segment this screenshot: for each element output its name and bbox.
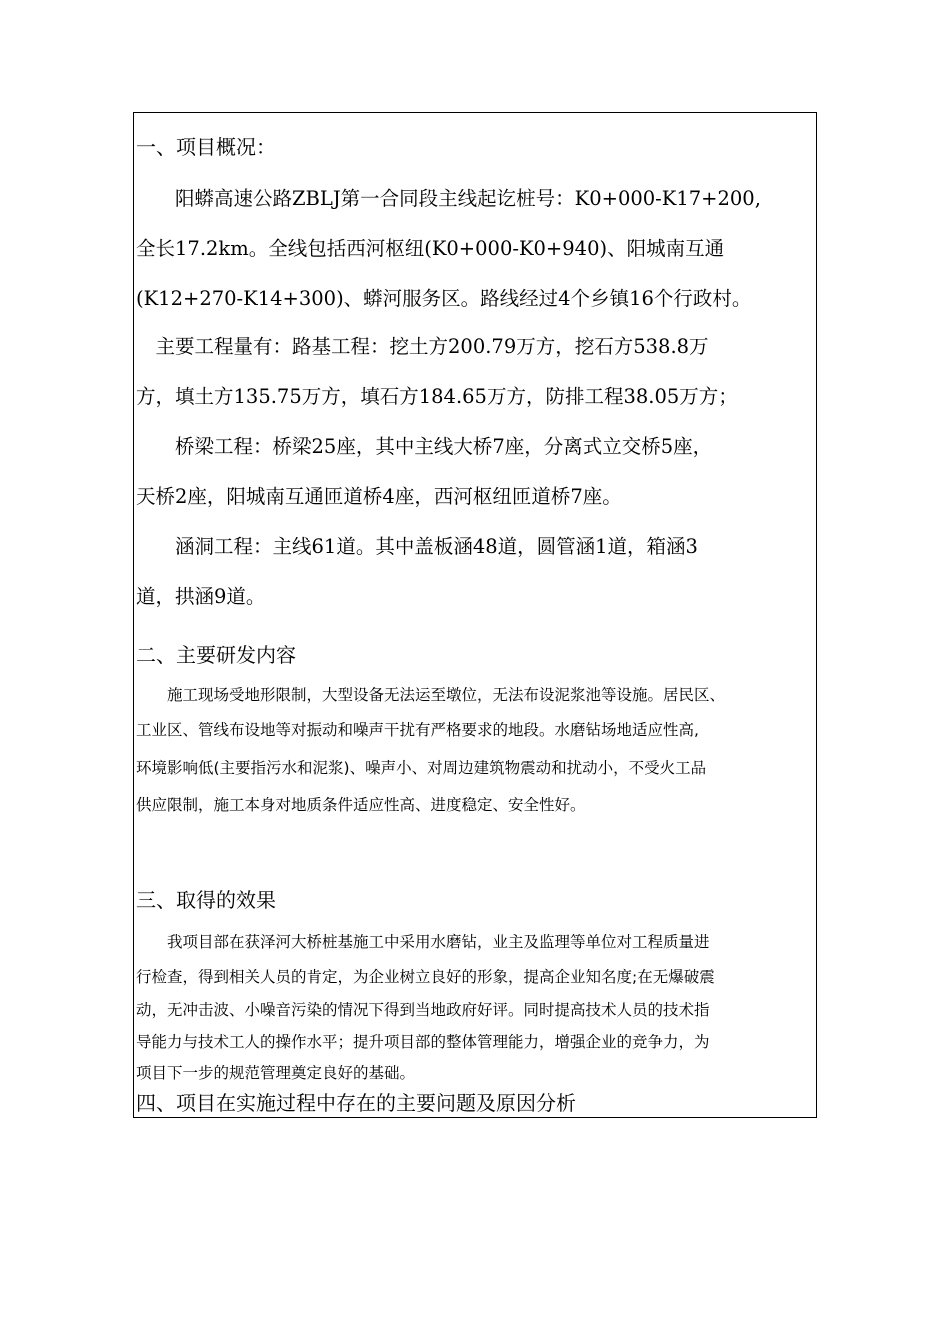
section1-line: 涵洞工程：主线61道。其中盖板涵48道，圆管涵1道，箱涵3 <box>136 535 698 558</box>
section2-line: 供应限制，施工本身对地质条件适应性高、进度稳定、安全性好。 <box>136 796 586 814</box>
document-table-cell <box>133 112 817 1118</box>
section2-heading: 二、主要研发内容 <box>136 643 296 667</box>
section1-heading: 一、项目概况： <box>136 135 276 159</box>
section1-line: 天桥2座，阳城南互通匝道桥4座，西河枢纽匝道桥7座。 <box>136 485 622 508</box>
section4-heading: 四、项目在实施过程中存在的主要问题及原因分析 <box>136 1091 576 1115</box>
section3-heading: 三、取得的效果 <box>136 888 276 912</box>
section2-line: 工业区、管线布设地等对振动和噪声干扰有严格要求的地段。水磨钻场地适应性高, <box>136 721 699 739</box>
section3-line: 行检查，得到相关人员的肯定，为企业树立良好的形象，提高企业知名度;在无爆破震 <box>136 968 715 986</box>
section3-line: 项目下一步的规范管理奠定良好的基础。 <box>136 1064 416 1082</box>
section3-line: 动，无冲击波、小噪音污染的情况下得到当地政府好评。同时提高技术人员的技术指 <box>136 1001 710 1019</box>
section1-line: 阳蟒高速公路ZBLJ第一合同段主线起讫桩号：K0+000-K17+200, <box>136 187 761 210</box>
section1-line: 方，填土方135.75万方，填石方184.65万方，防排工程38.05万方； <box>136 385 738 408</box>
section2-line: 施工现场受地形限制，大型设备无法运至墩位，无法布设泥浆池等设施。居民区、 <box>136 686 726 704</box>
section1-line: 桥梁工程：桥梁25座，其中主线大桥7座，分离式立交桥5座， <box>136 435 713 458</box>
section1-line: 道，拱涵9道。 <box>136 585 266 608</box>
section1-line: 全长17.2km。全线包括西河枢纽(K0+000-K0+940)、阳城南互通 <box>136 237 725 260</box>
section3-line: 我项目部在获泽河大桥桩基施工中采用水磨钻，业主及监理等单位对工程质量进 <box>136 933 710 951</box>
section3-line: 导能力与技术工人的操作水平；提升项目部的整体管理能力，增强企业的竞争力，为 <box>136 1033 710 1051</box>
section1-line: (K12+270-K14+300)、蟒河服务区。路线经过4个乡镇16个行政村。 <box>136 287 752 310</box>
section1-line: 主要工程量有：路基工程：挖土方200.79万方，挖石方538.8万 <box>136 335 709 358</box>
section2-line: 环境影响低(主要指污水和泥浆)、噪声小、对周边建筑物震动和扰动小，不受火工品 <box>136 759 707 777</box>
